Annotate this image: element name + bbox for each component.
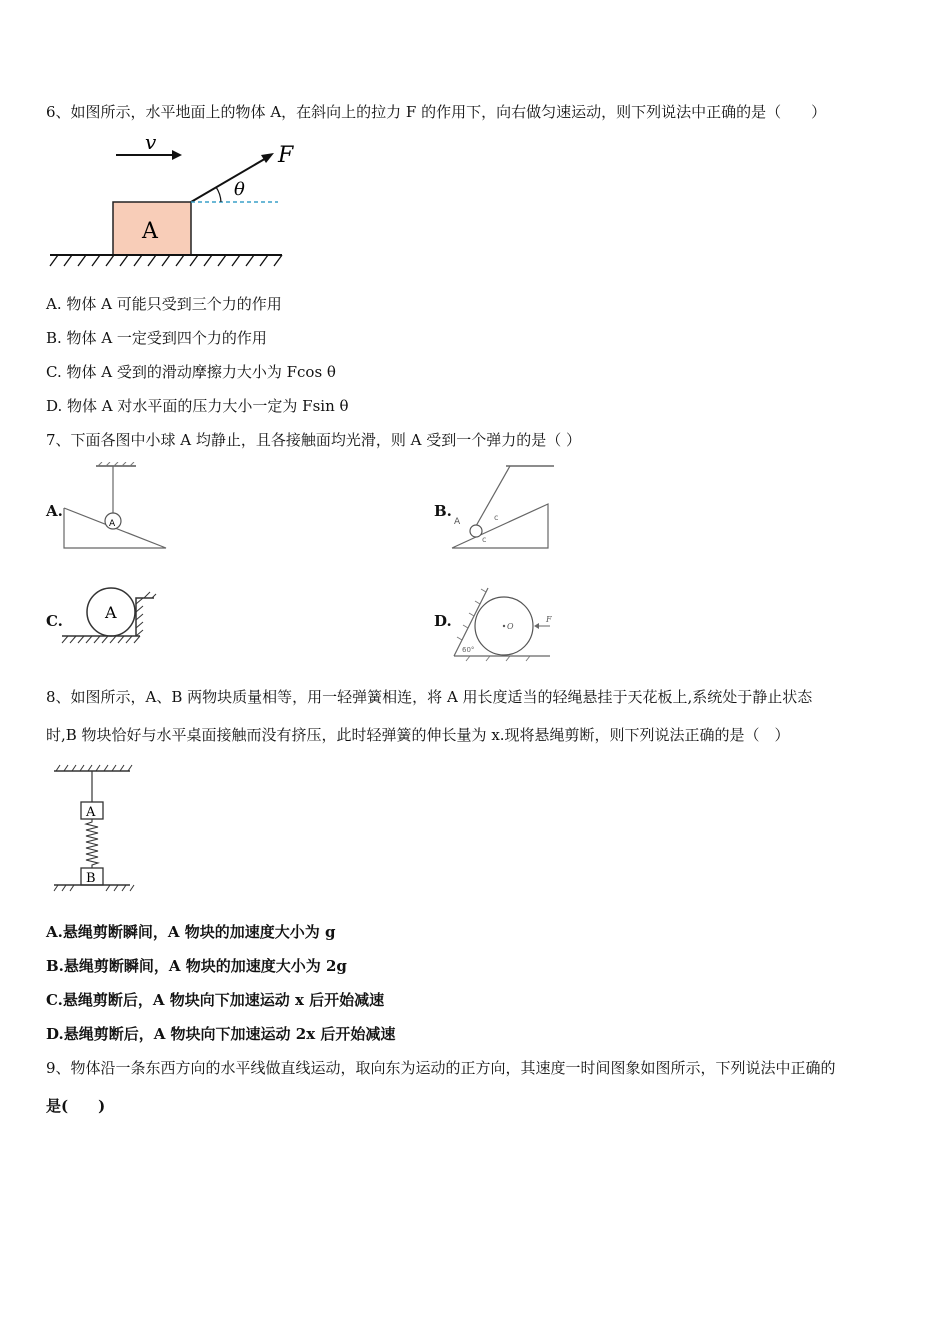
q8-stem-line2: 时,B 物块恰好与水平桌面接触而没有挤压，此时轻弹簧的伸长量为 x.现将悬绳剪断，则下列说法正确的是（ ） <box>46 726 790 744</box>
q7-label-d: D. <box>434 612 452 630</box>
q8-figure <box>50 762 140 894</box>
svg-text:A: A <box>454 517 461 527</box>
ground-hatch <box>50 255 282 266</box>
svg-text:F: F <box>546 615 552 624</box>
svg-text:60°: 60° <box>462 646 475 654</box>
q6-option-b: B. 物体 A 一定受到四个力的作用 <box>46 329 267 347</box>
q7-figure-d <box>450 582 554 664</box>
spring <box>86 819 98 868</box>
q8-option-d: D.悬绳剪断后，A 物块向下加速运动 2x 后开始减速 <box>46 1025 396 1043</box>
svg-text:A: A <box>109 519 116 529</box>
q6-figure <box>46 135 306 270</box>
q7-label-a: A. <box>46 502 63 520</box>
q6-option-d: D. 物体 A 对水平面的压力大小一定为 Fsin θ <box>46 397 349 415</box>
q7-figure-c <box>60 586 160 648</box>
theta-label: θ <box>234 179 245 200</box>
q8-option-b: B.悬绳剪断瞬间，A 物块的加速度大小为 2g <box>46 957 347 975</box>
q9-stem-line1: 9、物体沿一条东西方向的水平线做直线运动，取向东为运动的正方向，其速度一时间图象如图所示，下列说法中正确的 <box>46 1059 836 1077</box>
svg-text:B: B <box>86 871 96 886</box>
svg-text:A: A <box>105 603 117 622</box>
q7-figure-b <box>450 462 560 552</box>
q7-figure-a <box>60 462 170 552</box>
q6-stem: 6、如图所示，水平地面上的物体 A，在斜向上的拉力 F 的作用下，向右做匀速运动，则下列说法中正确的是（ ） <box>46 103 827 121</box>
svg-text:c: c <box>482 535 487 544</box>
q6-option-a: A. 物体 A 可能只受到三个力的作用 <box>46 295 282 313</box>
velocity-label: v <box>145 135 157 154</box>
force-label: F <box>278 143 294 168</box>
ball-b <box>470 525 482 537</box>
q8-option-a: A.悬绳剪断瞬间，A 物块的加速度大小为 g <box>46 923 336 941</box>
q6-option-c: C. 物体 A 受到的滑动摩擦力大小为 Fcos θ <box>46 363 336 381</box>
block-a-label: A <box>142 219 158 244</box>
svg-text:A: A <box>86 805 96 820</box>
svg-text:O: O <box>507 622 514 631</box>
q7-label-c: C. <box>46 612 63 630</box>
q9-stem-line2: 是( ) <box>46 1097 106 1115</box>
q8-option-c: C.悬绳剪断后，A 物块向下加速运动 x 后开始减速 <box>46 991 385 1009</box>
svg-text:c: c <box>494 513 499 522</box>
q7-stem: 7、下面各图中小球 A 均静止，且各接触面均光滑，则 A 受到一个弹力的是（ ） <box>46 431 582 449</box>
q7-label-b: B. <box>434 502 452 520</box>
q8-stem-line1: 8、如图所示，A、B 两物块质量相等，用一轻弹簧相连，将 A 用长度适当的轻绳悬挂于天花板上,系统处于静止状态 <box>46 688 813 706</box>
